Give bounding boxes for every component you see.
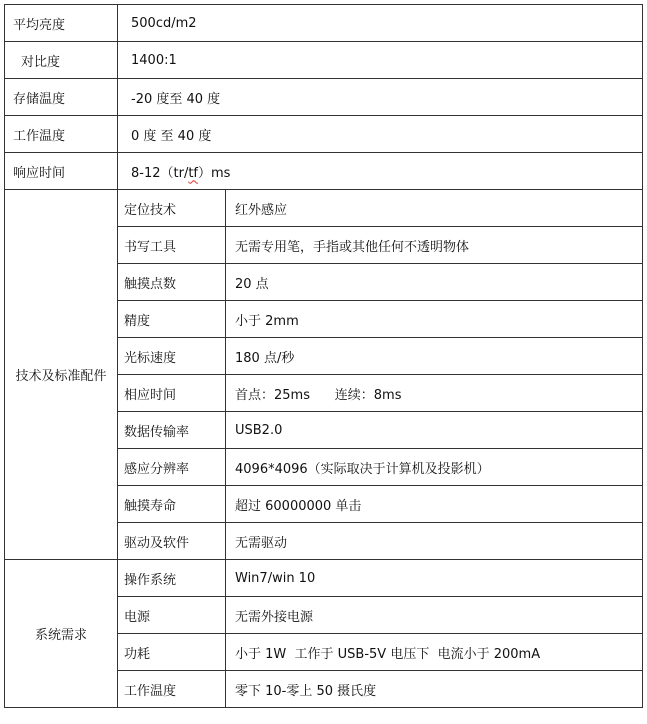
row-label: 响应时间 [5,153,118,190]
table-row [5,5,643,42]
row-value: 无需外接电源 [226,597,643,634]
row-value: 20 点 [226,264,643,301]
spellcheck-marked-text: tf [188,165,199,181]
row-label: 相应时间 [118,375,226,412]
row-label: 感应分辨率 [118,449,226,486]
row-value: 无需驱动 [226,523,643,560]
row-label: 工作温度 [118,671,226,708]
group-label: 技术及标准配件 [5,190,118,560]
row-value: 1400:1 [118,42,643,79]
row-label: 触摸寿命 [118,486,226,523]
row-value: 180 点/秒 [226,338,643,375]
row-label: 对比度 [5,42,118,79]
table-row [5,190,643,227]
row-label: 功耗 [118,634,226,671]
table-row [5,42,643,79]
row-value: 超过 60000000 单击 [226,486,643,523]
row-value [118,153,643,190]
row-value: Win7/win 10 [226,560,643,597]
group-label: 系统需求 [5,560,118,708]
value-part: 8-12（tr/ [131,165,189,181]
row-label: 数据传输率 [118,412,226,449]
row-value: 零下 10-零上 50 摄氏度 [226,671,643,708]
row-value: 红外感应 [226,190,643,227]
spec-table [4,4,643,708]
row-value: USB2.0 [226,412,643,449]
table-row [5,79,643,116]
row-label: 存储温度 [5,79,118,116]
row-label: 平均亮度 [5,5,118,42]
row-label: 电源 [118,597,226,634]
row-label: 光标速度 [118,338,226,375]
row-label: 操作系统 [118,560,226,597]
row-value: 小于 2mm [226,301,643,338]
table-row [5,153,643,190]
row-label: 精度 [118,301,226,338]
row-label: 触摸点数 [118,264,226,301]
table-row [5,116,643,153]
row-value: 首点：25ms 连续：8ms [226,375,643,412]
row-label: 工作温度 [5,116,118,153]
row-value: 0 度 至 40 度 [118,116,643,153]
row-label: 驱动及软件 [118,523,226,560]
row-label: 书写工具 [118,227,226,264]
row-value: 无需专用笔，手指或其他任何不透明物体 [226,227,643,264]
row-label: 定位技术 [118,190,226,227]
value-part: ）ms [198,165,231,181]
table-row [5,560,643,597]
row-value: -20 度至 40 度 [118,79,643,116]
row-value: 4096*4096（实际取决于计算机及投影机） [226,449,643,486]
row-value: 小于 1W 工作于 USB-5V 电压下 电流小于 200mA [226,634,643,671]
row-value: 500cd/m2 [118,5,643,42]
